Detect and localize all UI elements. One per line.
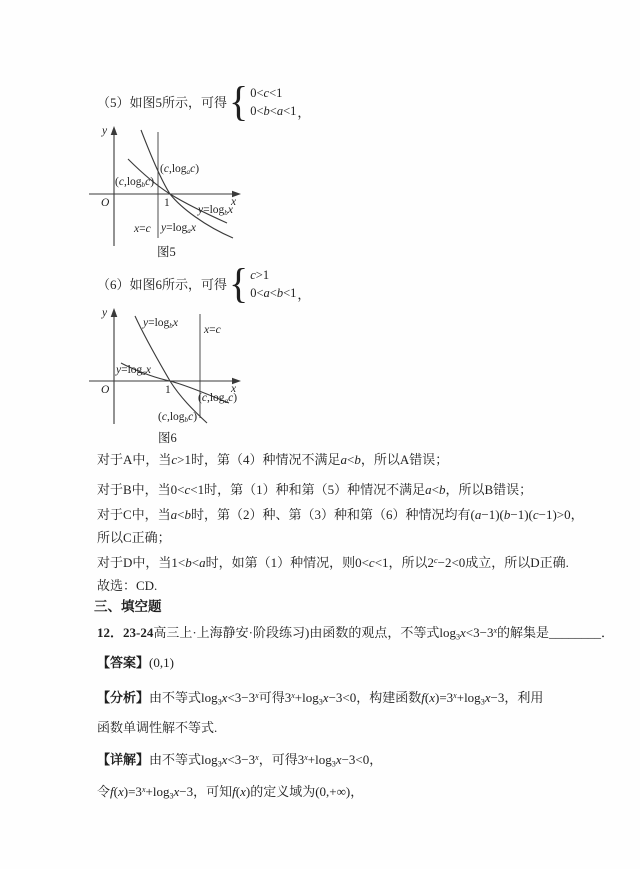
fig5-y-label: y <box>102 125 108 137</box>
detail-line-1: 【详解】由不等式$\log 3x<3-3^x$，可得$3^x+\log 3x-3<0$， <box>97 752 383 769</box>
fig5-curve-b-label: y=logbx <box>198 204 233 218</box>
item-6-case-1: c>1 <box>250 268 270 282</box>
fig6-vline-label: x=c <box>204 324 221 336</box>
fig6-point-a-label: (c,logac) <box>198 392 238 406</box>
section-heading-fill-in-blank: 三、填空题 <box>94 599 162 614</box>
fig5-point-a-label: (c,logac) <box>160 163 200 177</box>
answer-line: 【答案】(0,1) <box>97 655 174 670</box>
figure-6 <box>85 308 255 445</box>
item-6-cases <box>229 259 311 308</box>
fig6-origin-label: O <box>101 384 110 396</box>
analysis-line-2: 函数单调性解不等式. <box>97 720 218 735</box>
fig6-y-label: y <box>102 307 108 319</box>
item-6-comma: ， <box>297 287 311 302</box>
left-brace: { <box>229 77 249 126</box>
left-brace: { <box>229 259 249 308</box>
fig5-x-label: x <box>231 196 237 208</box>
y-axis-arrow <box>111 308 118 317</box>
fig6-point-b-label: (c,logbc) <box>158 411 198 425</box>
solution-line-option-c: 对于C中，当a<b时，第（2）种、第（3）种和第（6）种情况均有(a−1)(b−1)(c−1)>0， <box>97 507 584 522</box>
y-axis-arrow <box>111 126 118 135</box>
fig5-tick-1: 1 <box>164 197 170 209</box>
solution-line-option-c-conclusion: 所以C正确； <box>97 530 171 545</box>
figure-5 <box>85 126 255 260</box>
figure-5-plot <box>85 126 255 260</box>
solution-line-option-d: 对于D中，当1<b<a时，如第（1）种情况，则0<c<1，所以$2^c-2<0$成立，所以D正确. <box>97 555 569 571</box>
analysis-line-1: 【分析】由不等式$\log 3x<3-3^x$可得$3^x+\log 3x-3<0$，构建函数$f(x)=3^x+\log 3x-3$，利用 <box>97 690 544 707</box>
fig5-origin-label: O <box>101 197 110 209</box>
item-5-comma: ， <box>297 105 311 120</box>
question-12: 12．23-24高三上·上海静安·阶段练习)由函数的观点，不等式$\log 3x<3-3^x$的解集是________． <box>97 625 615 642</box>
answer-choice-line: 故选：CD. <box>97 578 158 593</box>
item-5-statement <box>97 77 311 126</box>
solution-line-option-b: 对于B中，当0<c<1时，第（1）种和第（5）种情况不满足a<b，所以B错误； <box>97 482 533 497</box>
item-5-text: （5）如图5所示，可得 <box>97 94 228 110</box>
item-5-cases <box>229 77 311 126</box>
item-5-case-2: 0<b<a<1 <box>250 104 297 118</box>
item-6-statement <box>97 259 311 308</box>
fig5-point-b-label: (c,logbc) <box>115 176 155 190</box>
fig6-curve-b-label: y=logbx <box>143 317 178 331</box>
solution-line-option-a: 对于A中，当c>1时，第（4）种情况不满足a<b，所以A错误； <box>97 452 449 467</box>
item-5-case-1: 0<c<1 <box>250 86 283 100</box>
item-6-case-2: 0<a<b<1 <box>250 286 297 300</box>
fig5-curve-a-label: y=logax <box>161 222 196 236</box>
item-6-text: （6）如图6所示，可得 <box>97 276 228 292</box>
fig5-caption: 图5 <box>157 245 176 259</box>
fig6-curve-a-label: y=logax <box>116 364 151 378</box>
detail-line-2: 令$f(x)=3^x+\log 3x-3$，可知f(x)的定义域为(0,+∞)， <box>97 784 364 801</box>
fig5-vline-label: x=c <box>134 223 151 235</box>
fig6-tick-1: 1 <box>165 384 171 396</box>
fig6-caption: 图6 <box>158 431 177 445</box>
fig6-x-label: x <box>231 383 237 395</box>
